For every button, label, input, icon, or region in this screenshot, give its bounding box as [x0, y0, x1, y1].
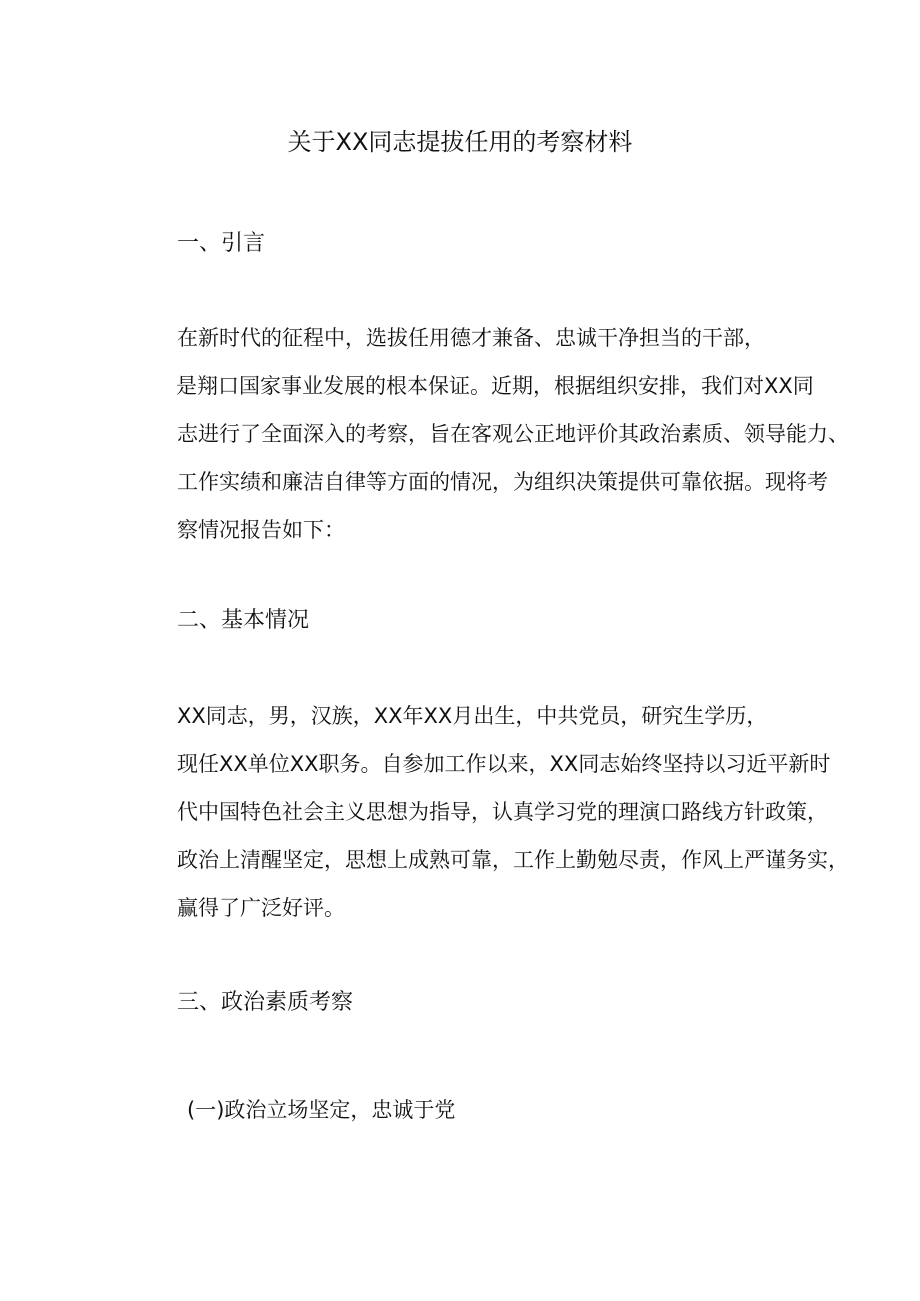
- paragraph-line: 代中国特色社会主义思想为指导，认真学习党的理演口路线方针政策，: [177, 800, 828, 824]
- paragraph-line: 现任XX单位XX职务。自参加工作以来，XX同志始终坚持以习近平新时: [177, 752, 831, 776]
- paragraph-line: 是翔口国家事业发展的根本保证。近期，根据组织安排，我们对XX同: [176, 374, 814, 398]
- paragraph-line: 赢得了广泛好评。: [177, 896, 345, 920]
- paragraph-line: 政治上清醒坚定，思想上成熟可靠，工作上勤勉尽责，作风上严谨务实，: [177, 848, 849, 872]
- paragraph-line: 工作实绩和廉洁自律等方面的情况，为组织决策提供可靠依据。现将考: [177, 470, 828, 494]
- paragraph-line: 在新时代的征程中，选拔任用德才兼备、忠诚干净担当的干部，: [177, 326, 765, 350]
- document-title: 关于XX同志提拔任用的考察材料: [287, 128, 633, 156]
- section-heading-political-quality: 三、政治素质考察: [177, 990, 354, 1015]
- introduction-paragraph: [176, 314, 849, 554]
- paragraph-line: XX同志，男，汉族，XX年XX月出生，中共党员，研究生学历，: [177, 704, 768, 728]
- subsection-heading-political-stance: (一)政治立场坚定，忠诚于党: [187, 1098, 456, 1122]
- section-heading-basic-info: 二、基本情况: [177, 608, 310, 633]
- paragraph-line: 察情况报告如下：: [177, 518, 345, 542]
- paragraph-line: 志进行了全面深入的考察，旨在客观公正地评价其政治素质、领导能力、: [177, 422, 849, 446]
- section-heading-introduction: 一、引言: [177, 231, 266, 256]
- basic-info-paragraph: [177, 692, 849, 932]
